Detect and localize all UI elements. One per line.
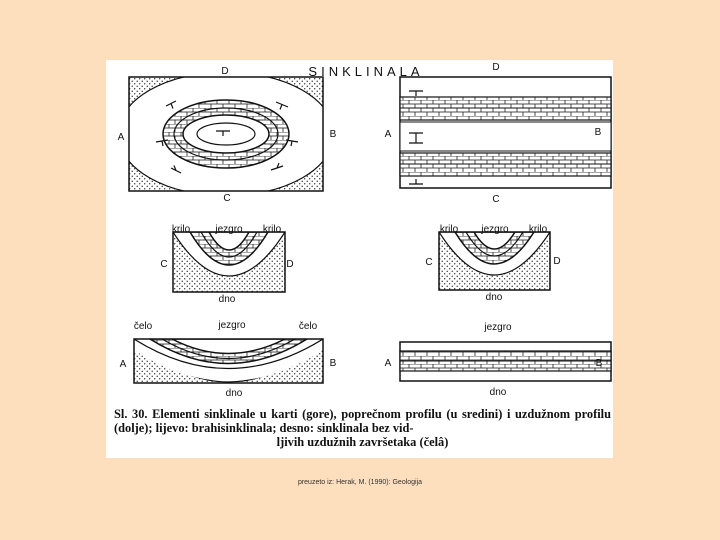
figure-title: SINKLINALA bbox=[308, 64, 424, 79]
cross-profile-left bbox=[173, 232, 285, 292]
map-left-label-right: B bbox=[329, 129, 337, 140]
long-right-bottom: dno bbox=[489, 387, 507, 398]
map-left-label-left: A bbox=[117, 132, 125, 143]
long-left-label-right: B bbox=[329, 358, 337, 369]
long-right-label-left: A bbox=[384, 358, 392, 369]
long-right-core: jezgro bbox=[484, 322, 512, 333]
syncline-drawing bbox=[106, 60, 613, 458]
cross-left-bottom: dno bbox=[218, 294, 236, 305]
cross-left-label-left: C bbox=[160, 259, 168, 270]
longitudinal-profile-left bbox=[134, 339, 323, 383]
map-right-label-right: B bbox=[594, 127, 602, 138]
long-left-end-left: čelo bbox=[133, 321, 153, 332]
cross-profile-right bbox=[439, 232, 550, 290]
cross-right-label-left: C bbox=[425, 257, 433, 268]
longitudinal-profile-right bbox=[400, 342, 611, 381]
map-left-label-top: D bbox=[221, 66, 229, 77]
cross-right-bottom: dno bbox=[485, 292, 503, 303]
cross-left-label-right: D bbox=[286, 259, 294, 270]
long-left-bottom: dno bbox=[225, 388, 243, 399]
long-left-core: jezgro bbox=[218, 320, 246, 331]
map-right-label-bottom: C bbox=[492, 194, 500, 205]
long-left-end-right: čelo bbox=[298, 321, 318, 332]
cross-left-wing-right: krilo bbox=[262, 224, 282, 235]
cross-left-wing-left: krilo bbox=[171, 224, 191, 235]
cross-right-wing-left: krilo bbox=[439, 224, 459, 235]
caption-last-line: ljivih uzdužnih završetaka (čelâ) bbox=[276, 435, 449, 449]
map-right-label-left: A bbox=[384, 129, 392, 140]
map-brachysyncline bbox=[118, 72, 334, 200]
map-syncline bbox=[400, 77, 611, 188]
syncline-figure bbox=[106, 60, 613, 458]
source-credit: preuzeto iz: Herak, M. (1990): Geologija bbox=[297, 479, 423, 486]
long-right-label-right: B bbox=[595, 358, 603, 369]
cross-right-label-right: D bbox=[553, 256, 561, 267]
cross-right-core: jezgro bbox=[481, 224, 509, 235]
cross-right-wing-right: krilo bbox=[528, 224, 548, 235]
map-right-label-top: D bbox=[492, 62, 500, 73]
caption-main: Sl. 30. Elementi sinklinale u karti (gore), poprečnom profilu (u sredini) i uzdužnom profilu (dolje); lijevo: brahisinklinala; desno: sinklinala bez vid- bbox=[114, 407, 611, 435]
figure-caption bbox=[114, 407, 611, 449]
map-left-label-bottom: C bbox=[223, 193, 231, 204]
long-left-label-left: A bbox=[119, 359, 127, 370]
cross-left-core: jezgro bbox=[215, 224, 243, 235]
